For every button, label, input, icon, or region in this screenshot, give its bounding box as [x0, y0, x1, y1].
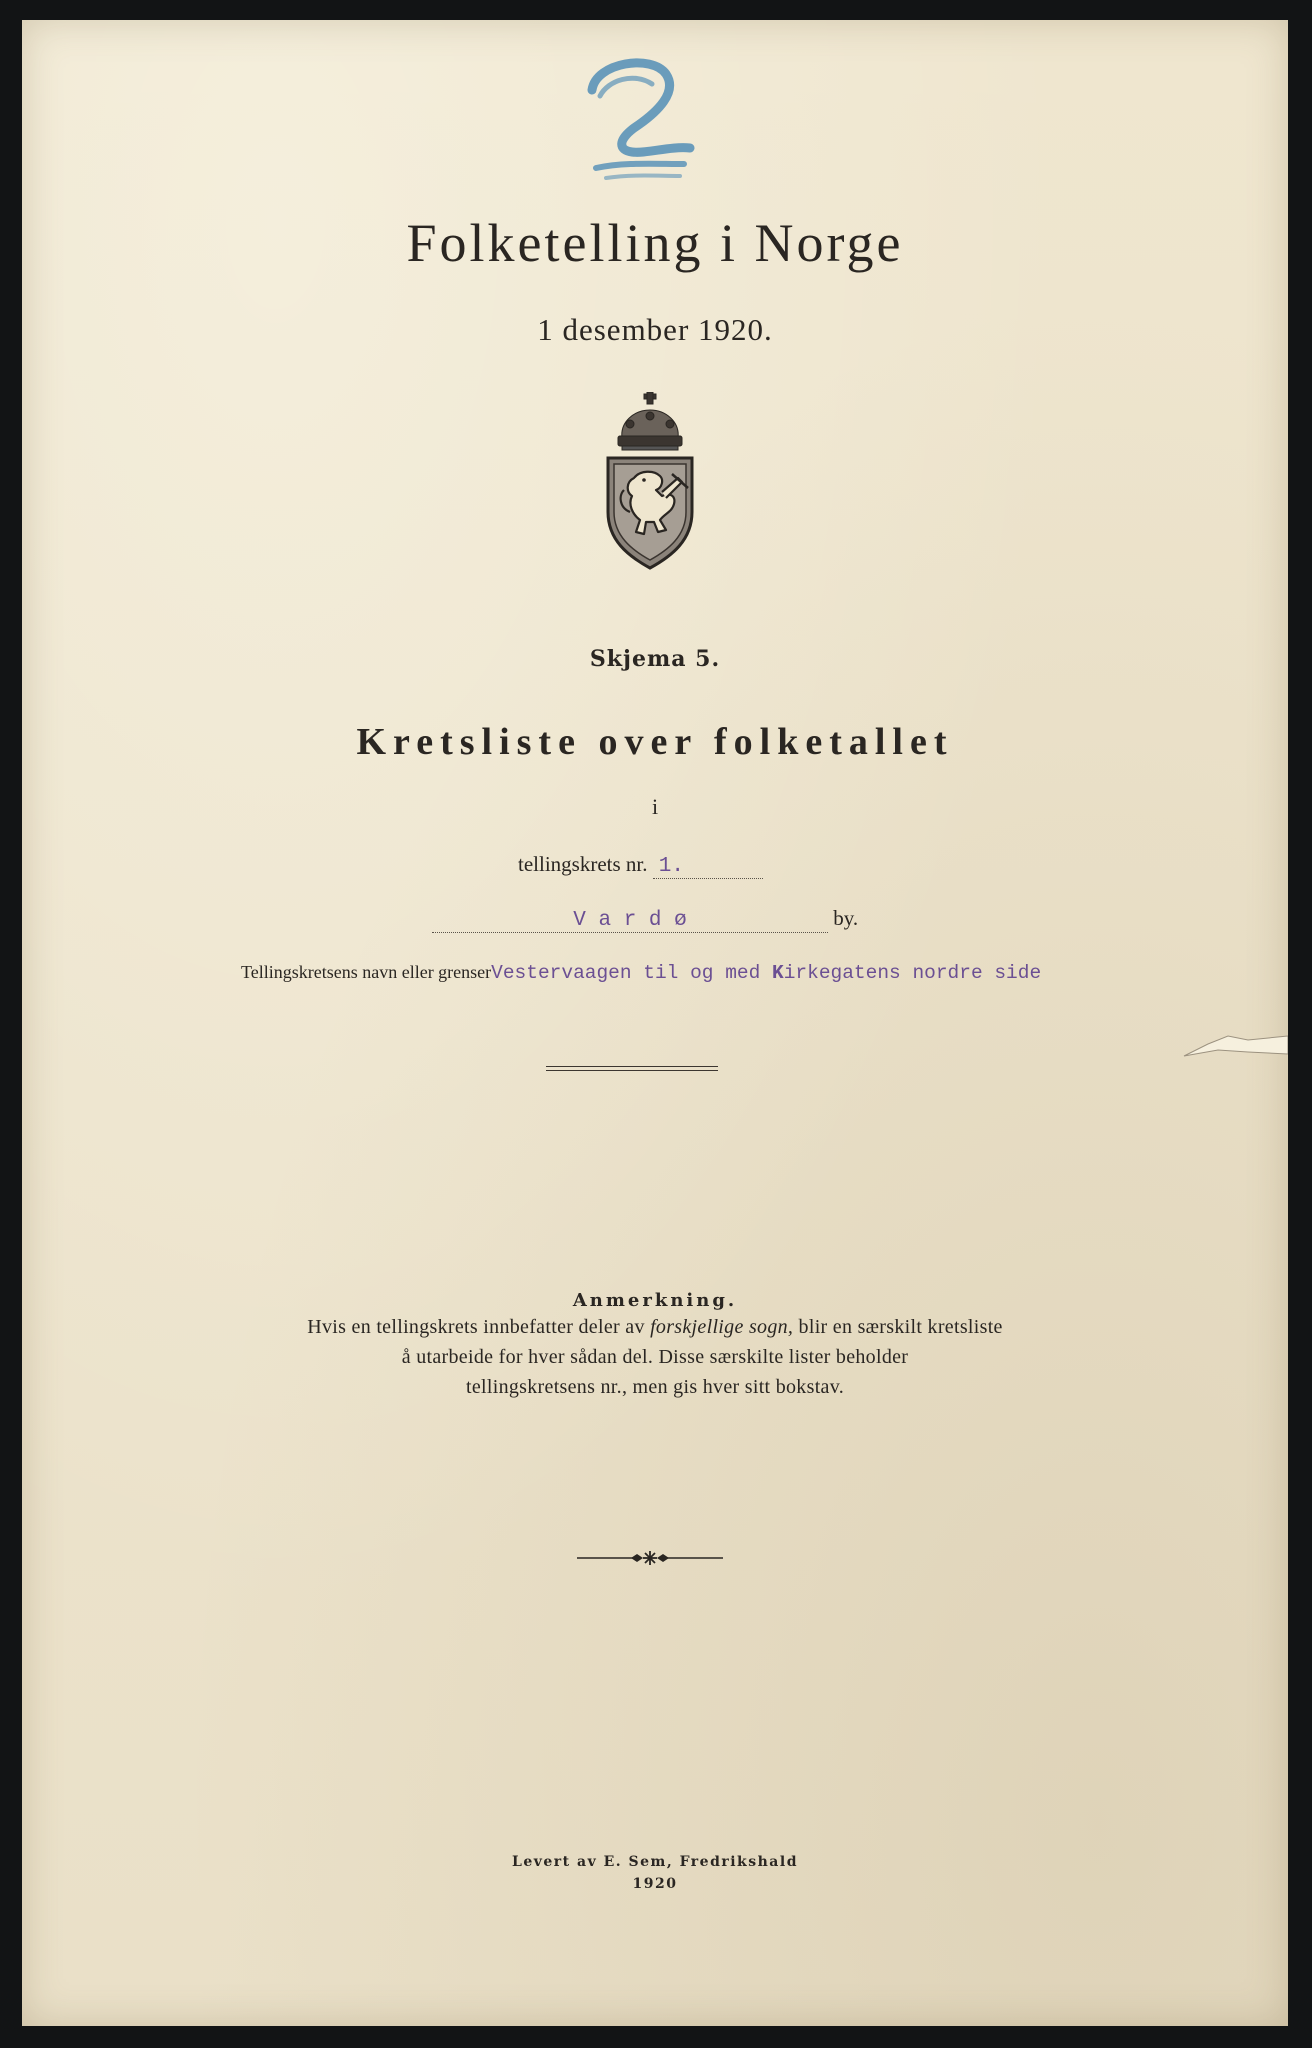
town-field [432, 906, 828, 933]
blue-crayon-numeral-icon [574, 50, 704, 220]
remark-line-3: tellingskretsens nr., men gis hver sitt bokstav. [465, 1376, 845, 1398]
boundaries-value-overtyped-letter: K [772, 962, 784, 984]
torn-edge-mark-icon [1178, 1030, 1288, 1074]
preposition-text: i [651, 794, 659, 819]
divider-rule-top [546, 1066, 718, 1067]
divider-rule-bottom [546, 1070, 718, 1071]
boundaries-row [241, 962, 1041, 984]
remark-line-1-end: blir en særskilt kretsliste [793, 1316, 1003, 1338]
ornament-divider-icon [575, 1548, 725, 1572]
remark-emphasis: forskjellige sogn, [650, 1316, 794, 1338]
census-date: 1 desember 1920. [537, 312, 773, 347]
coat-of-arms-icon [600, 392, 700, 576]
printer-year: 1920 [632, 1876, 678, 1892]
handwritten-page-number [574, 50, 704, 224]
town-row [432, 906, 858, 933]
census-form-page [22, 20, 1288, 2026]
boundaries-value [491, 962, 1041, 984]
form-title: Folketelling i Norge [406, 213, 904, 273]
town-value: V a r d ø [573, 909, 687, 932]
district-number-field [653, 852, 763, 879]
boundaries-value-start: Vestervaagen til og med [491, 962, 773, 984]
schema-label: Skjema 5. [589, 646, 721, 672]
boundaries-label: Tellingskretsens navn eller grenser [241, 962, 492, 982]
printer-credit: Levert av E. Sem, Fredrikshald [512, 1854, 798, 1870]
remark-heading: Anmerkning. [572, 1290, 738, 1311]
town-suffix: by. [833, 906, 859, 930]
district-number-row [518, 852, 763, 879]
district-number-value: 1. [658, 855, 684, 878]
district-number-label: tellingskrets nr. [518, 852, 648, 876]
remark-line-1 [22, 1316, 1288, 1339]
form-heading: Kretsliste over folketallet [356, 721, 954, 763]
remark-line-1-start: Hvis en tellingskrets innbefatter deler av [307, 1316, 651, 1338]
remark-line-2: å utarbeide for hver sådan del. Disse særskilte lister beholder [401, 1346, 909, 1368]
boundaries-value-end: irkegatens nordre side [783, 962, 1042, 984]
